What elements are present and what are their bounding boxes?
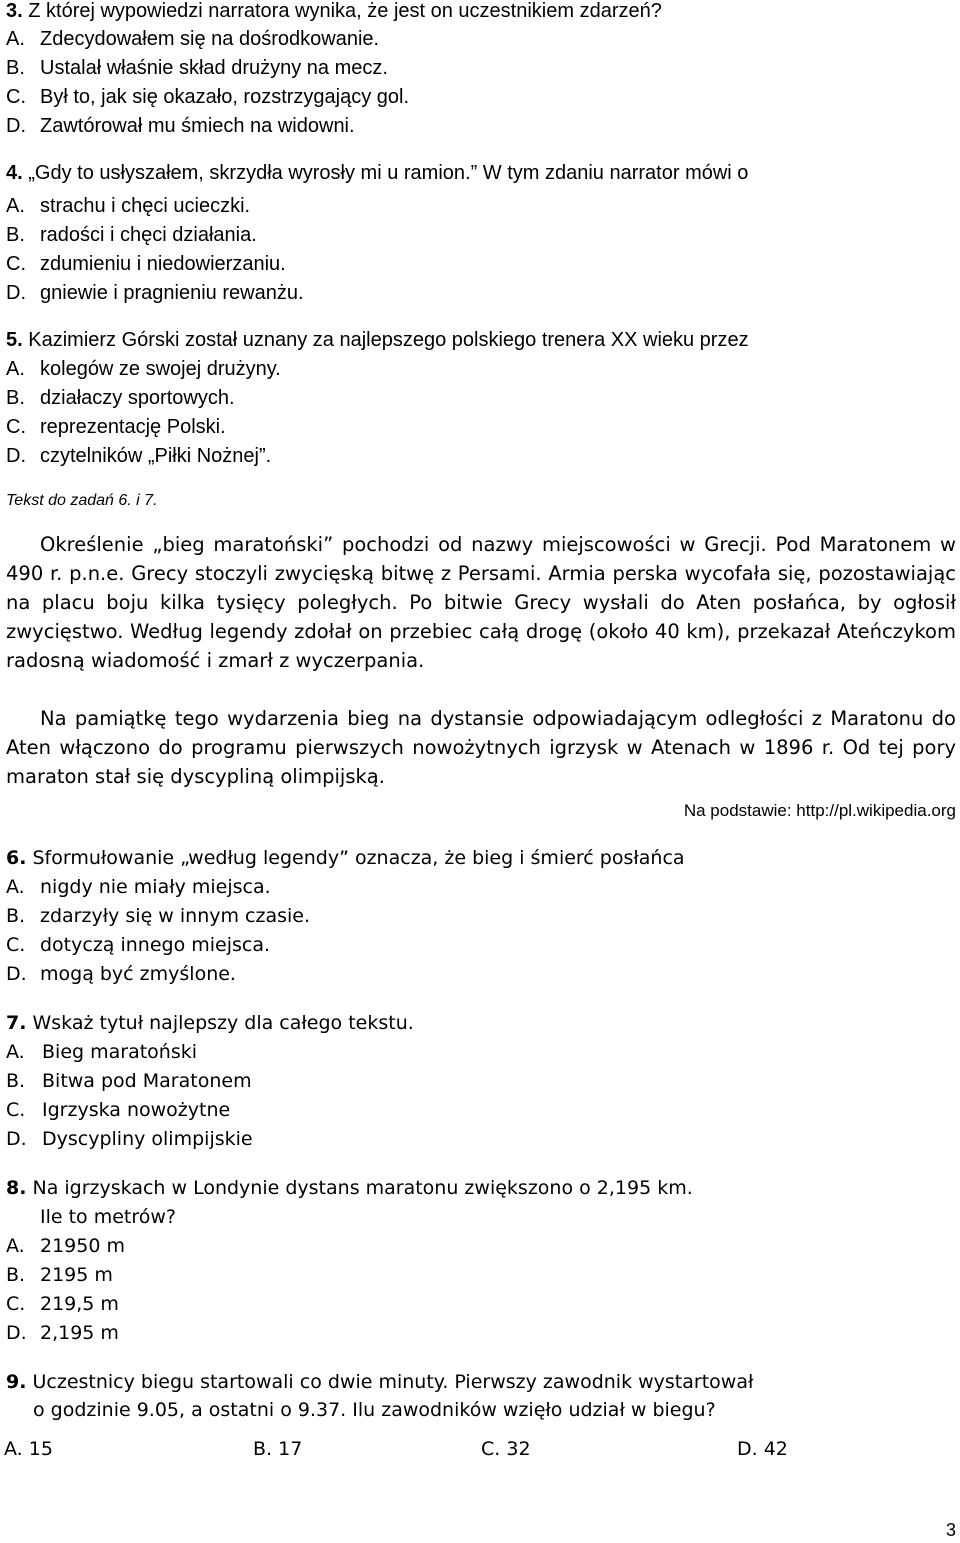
option-text: 21950 m (40, 1235, 125, 1257)
option-text: 15 (28, 1438, 53, 1460)
q8-text-line2: Ile to metrów? (40, 1206, 177, 1228)
option-letter: D. (6, 1128, 27, 1150)
option-text: Ustalał właśnie skład drużyny na mecz. (40, 57, 388, 79)
q3-option-b (6, 55, 388, 81)
option-letter: D. (6, 115, 26, 137)
q6-text: Sformułowanie „według legendy” oznacza, że bieg i śmierć posłańca (32, 847, 685, 869)
q7-option-c (6, 1097, 230, 1123)
option-text: dotyczą innego miejsca. (40, 934, 271, 956)
paragraph-text: Określenie „bieg maratoński” pochodzi od nazwy miejscowości w Grecji. Pod Maratonem w 490 r. p.n.e. Grecy stoczyli zwycięską bitwę z Persami. Armia perska wycofała się, pozostawiając na placu boju kilka tysięcy poległych. Po bitwie Grecy wysłali do Aten posłańca, by ogłosił zwycięstwo. Według legendy zdołał on przebiec całą drogę (około 40 km), przekazał Ateńczykom radosną wiadomość i zmarł z wyczerpania. (6, 533, 956, 672)
q8-option-c (6, 1291, 119, 1317)
q4-option-b (6, 222, 257, 248)
option-letter: D. (6, 1322, 27, 1344)
option-text: zdarzyły się w innym czasie. (40, 905, 310, 927)
q4-option-a (6, 193, 250, 219)
q3-question (6, 0, 662, 24)
q9-option-b (253, 1436, 302, 1462)
option-text: Zdecydowałem się na dośrodkowanie. (40, 28, 380, 50)
option-text: 219,5 m (40, 1293, 119, 1315)
q7-number: 7. (6, 1012, 27, 1034)
q8-number: 8. (6, 1177, 27, 1199)
option-letter: A. (6, 1235, 25, 1257)
option-text: strachu i chęci ucieczki. (40, 195, 251, 217)
q5-text: Kazimierz Górski został uznany za najlepszego polskiego trenera XX wieku przez (28, 329, 749, 351)
option-text: 32 (506, 1438, 531, 1460)
q5-question (6, 327, 749, 353)
q9-text-line1: Uczestnicy biegu startowali co dwie minuty. Pierwszy zawodnik wystartował (32, 1371, 754, 1393)
q9-number: 9. (6, 1371, 27, 1393)
option-letter: C. (6, 934, 26, 956)
option-text: 2195 m (40, 1264, 113, 1286)
option-letter: C. (6, 253, 26, 275)
passage-paragraph-2 (6, 704, 956, 791)
q5-number: 5. (6, 329, 23, 351)
q7-option-d (6, 1126, 253, 1152)
q6-option-d (6, 961, 236, 987)
q3-option-d (6, 113, 355, 139)
option-letter: D. (737, 1438, 758, 1460)
option-letter: C. (6, 86, 26, 108)
q6-option-c (6, 932, 270, 958)
option-text: Igrzyska nowożytne (42, 1099, 231, 1121)
q7-question (6, 1010, 414, 1036)
option-text: działaczy sportowych. (40, 387, 235, 409)
option-text: zdumieniu i niedowierzaniu. (40, 253, 286, 275)
q3-number: 3. (6, 0, 23, 22)
q4-option-c (6, 251, 286, 277)
q9-text-line2: o godzinie 9.05, a ostatni o 9.37. Ilu zawodników wzięło udział w biegu? (33, 1399, 716, 1421)
option-letter: B. (253, 1438, 273, 1460)
q9-option-a (4, 1436, 53, 1462)
paragraph-text: Na pamiątkę tego wydarzenia bieg na dystansie odpowiadającym odległości z Maratonu do Aten włączono do programu pierwszych nowożytnych igrzysk w Atenach w 1896 r. Od tej pory maraton stał się dyscypliną olimpijską. (6, 707, 956, 788)
q9-option-c (481, 1436, 531, 1462)
option-text: 2,195 m (40, 1322, 119, 1344)
q9-option-d (737, 1436, 788, 1462)
option-letter: B. (6, 387, 25, 409)
option-text: radości i chęci działania. (40, 224, 257, 246)
option-text: Dyscypliny olimpijskie (42, 1128, 253, 1150)
option-text: reprezentację Polski. (40, 416, 226, 438)
q8-question (6, 1175, 693, 1201)
q4-text: „Gdy to usłyszałem, skrzydła wyrosły mi u ramion.” W tym zdaniu narrator mówi o (28, 162, 749, 184)
option-letter: D. (6, 963, 27, 985)
q8-option-b (6, 1262, 113, 1288)
option-letter: A. (6, 876, 25, 898)
option-text: gniewie i pragnieniu rewanżu. (40, 282, 304, 304)
q3-option-c (6, 84, 409, 110)
option-text: 42 (763, 1438, 788, 1460)
q5-option-d (6, 443, 271, 469)
q4-number: 4. (6, 162, 23, 184)
option-letter: B. (6, 224, 25, 246)
option-letter: B. (6, 905, 26, 927)
option-letter: D. (6, 445, 26, 467)
q6-number: 6. (6, 847, 27, 869)
option-text: Zawtórował mu śmiech na widowni. (40, 115, 355, 137)
q5-option-a (6, 356, 281, 382)
q6-option-b (6, 903, 310, 929)
option-text: mogą być zmyślone. (40, 963, 236, 985)
source-citation: Na podstawie: http://pl.wikipedia.org (683, 801, 956, 820)
q7-text: Wskaż tytuł najlepszy dla całego tekstu. (32, 1012, 414, 1034)
option-letter: B. (6, 1070, 26, 1092)
option-text: Był to, jak się okazało, rozstrzygający gol. (40, 86, 410, 108)
option-letter: B. (6, 57, 25, 79)
option-text: Bitwa pod Maratonem (42, 1070, 252, 1092)
q7-option-a (6, 1039, 197, 1065)
option-letter: C. (6, 1293, 26, 1315)
q9-question-line2 (6, 1397, 716, 1423)
q6-option-a (6, 874, 271, 900)
q5-option-b (6, 385, 235, 411)
q4-option-d (6, 280, 304, 306)
option-letter: C. (481, 1438, 501, 1460)
option-text: nigdy nie miały miejsca. (40, 876, 271, 898)
option-letter: B. (6, 1264, 26, 1286)
page-number: 3 (945, 1520, 956, 1540)
q4-question (6, 160, 748, 186)
option-letter: A. (6, 1041, 25, 1063)
text-heading: Tekst do zadań 6. i 7. (6, 492, 158, 509)
q5-option-c (6, 414, 226, 440)
q8-text-line1: Na igrzyskach w Londynie dystans maratonu zwiększono o 2,195 km. (32, 1177, 693, 1199)
q8-option-a (6, 1233, 125, 1259)
q3-option-a (6, 26, 379, 52)
option-letter: A. (6, 358, 25, 380)
option-letter: A. (4, 1438, 23, 1460)
option-text: czytelników „Piłki Nożnej”. (40, 445, 272, 467)
option-text: 17 (278, 1438, 303, 1460)
q9-question (6, 1368, 956, 1397)
q7-option-b (6, 1068, 252, 1094)
q8-question-line2 (6, 1204, 176, 1230)
option-letter: D. (6, 282, 26, 304)
passage-paragraph-1 (6, 530, 956, 675)
option-text: Bieg maratoński (42, 1041, 198, 1063)
option-letter: A. (6, 28, 25, 50)
q3-text: Z której wypowiedzi narratora wynika, że jest on uczestnikiem zdarzeń? (28, 0, 662, 22)
q8-option-d (6, 1320, 119, 1346)
option-letter: C. (6, 1099, 26, 1121)
option-letter: C. (6, 416, 26, 438)
q6-question (6, 845, 685, 871)
option-letter: A. (6, 195, 25, 217)
option-text: kolegów ze swojej drużyny. (40, 358, 281, 380)
